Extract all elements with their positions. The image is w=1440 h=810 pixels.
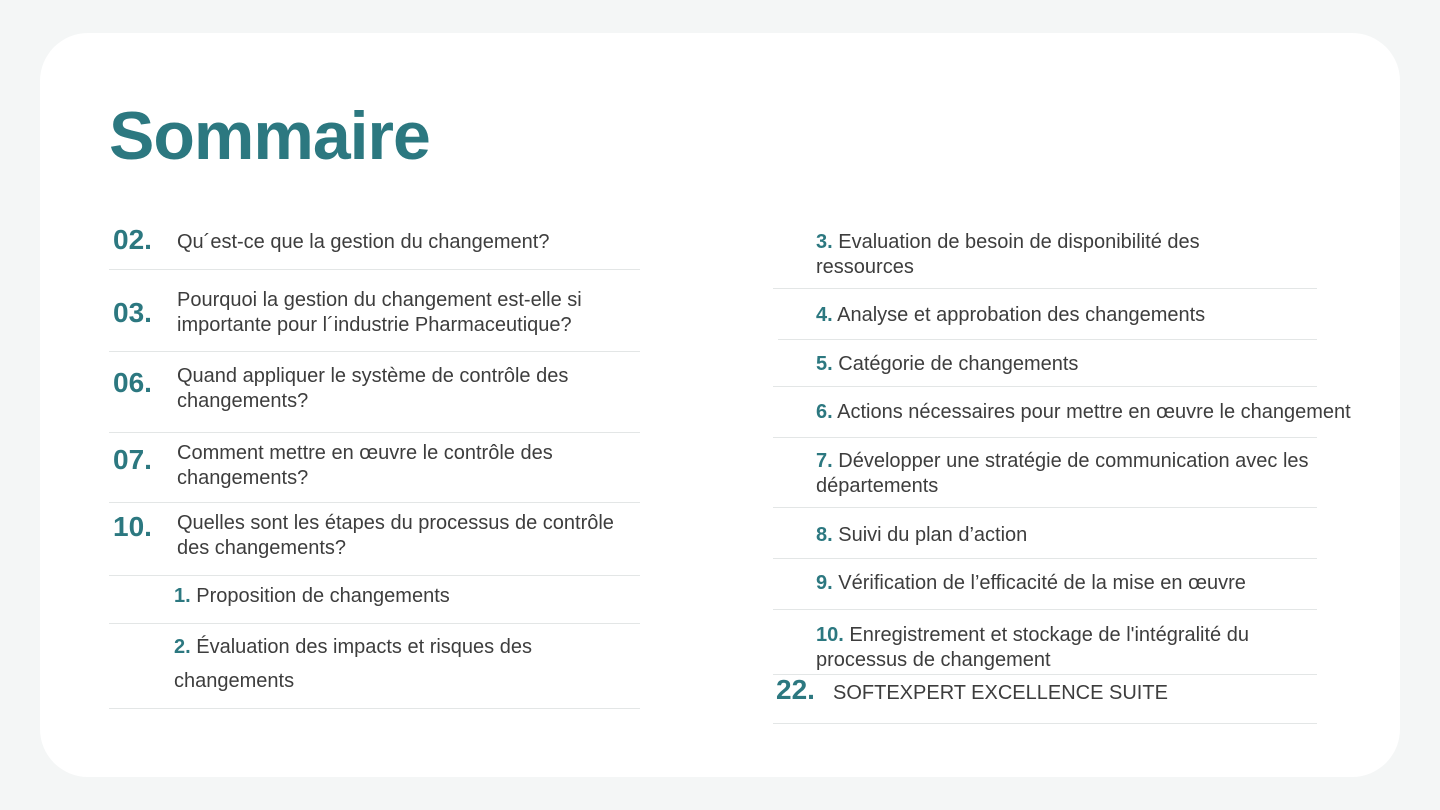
toc-subitem-number: 9. (816, 572, 833, 594)
toc-subitem-label: Évaluation des impacts et risques des changements (174, 636, 532, 692)
toc-item-label: Qu´est-ce que la gestion du changement? (177, 231, 550, 253)
toc-item[interactable] (109, 364, 640, 433)
toc-page-number: 10. (113, 511, 152, 542)
toc-subitem[interactable] (773, 352, 1317, 387)
toc-subitem-label: Suivi du plan d’action (838, 524, 1028, 546)
toc-subitem-number: 7. (816, 450, 833, 472)
toc-subitem-label: Actions nécessaires pour mettre en œuvre le changement (837, 401, 1351, 423)
toc-page-number: 07. (113, 444, 152, 475)
toc-subitem-number: 8. (816, 524, 833, 546)
toc-subitem[interactable] (773, 523, 1317, 559)
toc-item-label: Quelles sont les étapes du processus de contrôle des changements? (177, 512, 614, 559)
toc-subitem-label: Proposition de changements (196, 585, 450, 607)
toc-item-label: Comment mettre en œuvre le contrôle des changements? (177, 442, 553, 489)
toc-subitem-number: 2. (174, 636, 191, 658)
toc-item[interactable] (773, 676, 1317, 724)
toc-subitem[interactable] (773, 230, 1317, 289)
toc-page-number: 22. (776, 674, 815, 705)
toc-subitem-label: Catégorie de changements (838, 353, 1079, 375)
toc-subitem[interactable] (109, 634, 640, 709)
toc-subitem[interactable] (773, 571, 1317, 610)
toc-subitem-label: Vérification de l’efficacité de la mise en œuvre (838, 572, 1246, 594)
toc-subitem-number: 5. (816, 353, 833, 375)
toc-subitem-number: 10. (816, 624, 844, 646)
toc-subitem[interactable] (778, 303, 1317, 340)
toc-item-label: Pourquoi la gestion du changement est-elle si importante pour l´industrie Pharmaceutique? (177, 289, 582, 336)
toc-item-label: SOFTEXPERT EXCELLENCE SUITE (833, 682, 1168, 704)
toc-subitem[interactable] (773, 449, 1317, 508)
toc-item[interactable] (109, 511, 640, 576)
page-title: Sommaire (109, 98, 430, 174)
toc-page-number: 02. (113, 224, 152, 255)
toc-subitem-number: 6. (816, 401, 833, 423)
toc-subitem-number: 4. (816, 304, 833, 326)
toc-subitem-label: Enregistrement et stockage de l'intégralité du processus de changement (816, 624, 1249, 671)
toc-subitem-label: Evaluation de besoin de disponibilité des ressources (816, 231, 1200, 278)
toc-page-number: 06. (113, 367, 152, 398)
toc-subitem-label: Analyse et approbation des changements (837, 304, 1206, 326)
toc-subitem-number: 1. (174, 585, 191, 607)
toc-item[interactable] (109, 441, 640, 503)
toc-item-label: Quand appliquer le système de contrôle des changements? (177, 365, 569, 412)
toc-item[interactable] (109, 288, 640, 352)
toc-page-number: 03. (113, 297, 152, 328)
toc-subitem-label: Développer une stratégie de communication avec les départements (816, 450, 1309, 497)
toc-subitem[interactable] (109, 584, 640, 624)
toc-subitem[interactable] (773, 400, 1351, 438)
toc-item[interactable] (109, 226, 640, 270)
toc-subitem[interactable] (773, 623, 1317, 675)
toc-subitem-number: 3. (816, 231, 833, 253)
